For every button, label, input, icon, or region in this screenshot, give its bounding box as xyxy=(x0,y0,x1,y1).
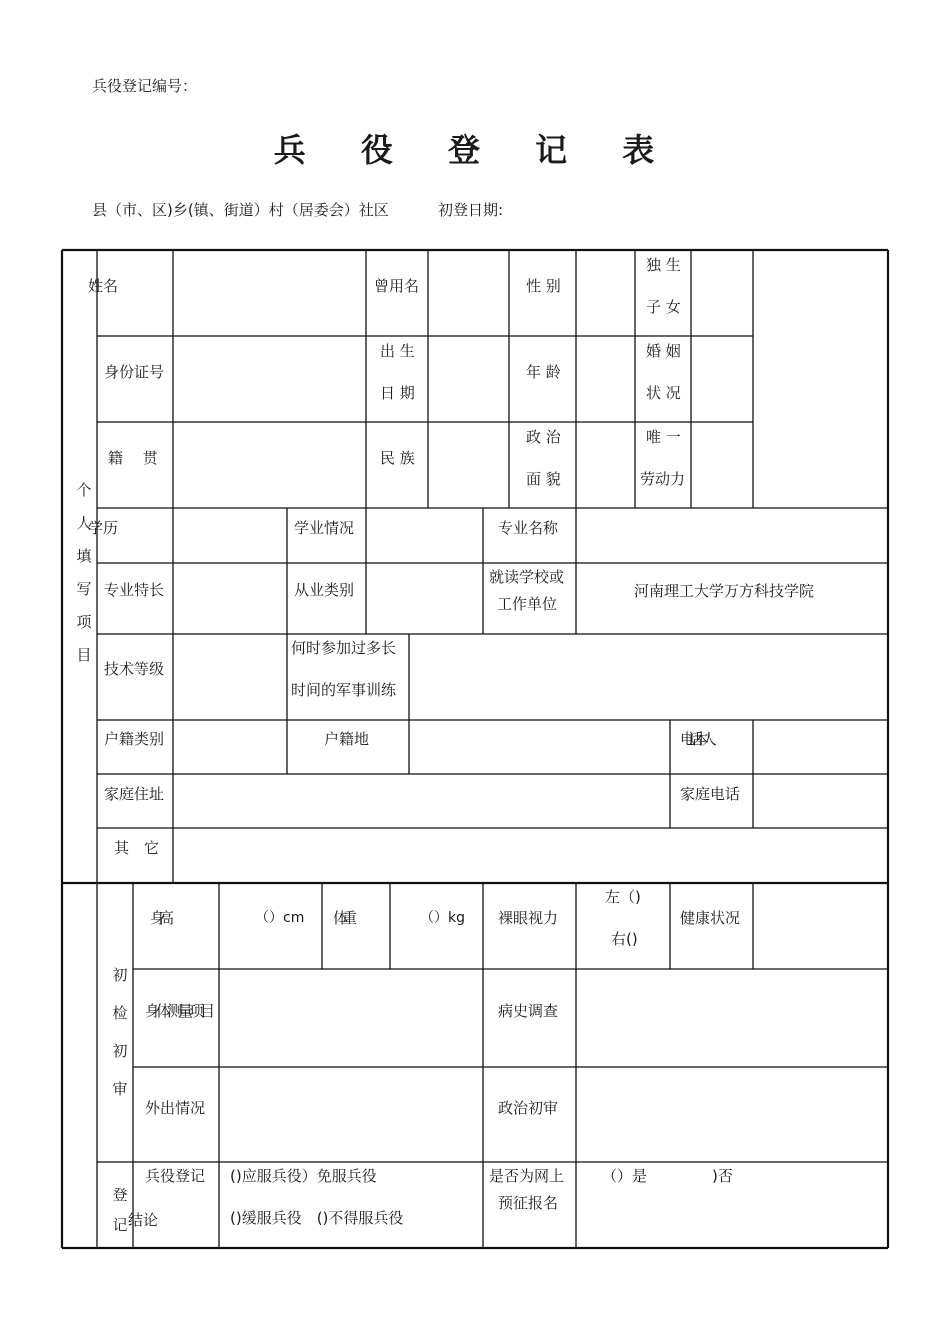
gender-label: 性 别 xyxy=(526,277,561,295)
online-registration-label-line1: 是否为网上 xyxy=(489,1167,565,1185)
school-label-line1: 就读学校或 xyxy=(489,568,565,586)
weight-value: （）kg xyxy=(420,910,465,926)
personal-section-label: 个 人 填 写 项 目 xyxy=(76,481,92,664)
address-line: 县（市、区)乡(镇、街道）村（居委会）社区 xyxy=(92,201,389,219)
health-status-label: 健康状况 xyxy=(680,909,741,927)
vision-right: 右() xyxy=(611,930,638,948)
other-label: 其 它 xyxy=(114,839,160,857)
age-label: 年 龄 xyxy=(526,363,561,381)
service-option-line2[interactable]: ()缓服兵役 ()不得服兵役 xyxy=(230,1209,404,1227)
political-status-label-line2: 面 貌 xyxy=(526,470,561,488)
birth-date-label-line1: 出 生 xyxy=(380,342,415,360)
education-label: 学历 xyxy=(88,519,119,537)
only-child-label-line1: 独 生 xyxy=(646,256,681,274)
sole-labor-label-line2: 劳动力 xyxy=(640,470,686,488)
form-title: 兵 役 登 记 表 xyxy=(273,131,677,169)
naked-eye-vision-label: 裸眼视力 xyxy=(498,909,559,927)
native-place-label: 籍 贯 xyxy=(108,449,158,467)
skill-level-label: 技术等级 xyxy=(104,660,165,678)
height-value: （）cm xyxy=(255,910,305,926)
outgoing-status-label: 外出情况 xyxy=(145,1099,206,1117)
conclusion-label-line1: 兵役登记 xyxy=(145,1167,206,1185)
id-number-label: 身份证号 xyxy=(104,363,165,381)
hukou-type-label: 户籍类别 xyxy=(104,730,165,748)
birth-date-label-line2: 日 期 xyxy=(380,384,415,402)
hukou-place-label: 户籍地 xyxy=(324,730,370,748)
vision-left: 左（) xyxy=(605,888,641,906)
ethnicity-label: 民 族 xyxy=(380,449,415,467)
military-training-label-line2: 时间的军事训练 xyxy=(291,681,397,699)
only-child-label-line2: 子 女 xyxy=(646,298,681,316)
sole-labor-label-line1: 唯 一 xyxy=(646,428,681,446)
medical-history-label: 病史调查 xyxy=(498,1002,559,1020)
service-option-line1[interactable]: ()应服兵役）免服兵役 xyxy=(230,1167,377,1185)
online-yes-option[interactable]: （）是 xyxy=(602,1167,648,1185)
conclusion-label-line2: 结论 xyxy=(128,1211,159,1229)
weight-label: 体重 xyxy=(333,909,352,927)
home-phone-label: 家庭电话 xyxy=(680,785,741,803)
first-registration-date-label: 初登日期: xyxy=(438,201,504,219)
political-review-label: 政治初审 xyxy=(498,1099,559,1117)
former-name-label: 曾用名 xyxy=(374,277,420,295)
exam-section-label: 初 检 初 审 xyxy=(112,966,128,1098)
marital-label-line2: 状 况 xyxy=(646,384,681,402)
registration-number-label: 兵役登记编号： xyxy=(92,77,198,95)
marital-label-line1: 婚 姻 xyxy=(646,342,681,360)
registration-section-label: 登 记 xyxy=(112,1186,128,1234)
major-name-label: 专业名称 xyxy=(498,519,559,537)
study-status-label: 学业情况 xyxy=(294,519,355,537)
school-label-line2: 工作单位 xyxy=(497,595,558,613)
occupation-type-label: 从业类别 xyxy=(294,581,355,599)
body-measurement-label: 身体测量项目 xyxy=(145,1002,212,1020)
height-label: 身高 xyxy=(150,909,169,927)
online-registration-label-line2: 预征报名 xyxy=(498,1194,559,1212)
phone-label: 电话 本人 xyxy=(680,730,710,748)
home-address-label: 家庭住址 xyxy=(104,785,165,803)
specialty-label: 专业特长 xyxy=(104,581,165,599)
political-status-label-line1: 政 治 xyxy=(526,428,561,446)
military-training-label-line1: 何时参加过多长 xyxy=(291,639,397,657)
name-label: 姓名 xyxy=(88,277,119,295)
school-value: 河南理工大学万方科技学院 xyxy=(634,582,815,600)
online-no-option[interactable]: )否 xyxy=(712,1167,733,1185)
